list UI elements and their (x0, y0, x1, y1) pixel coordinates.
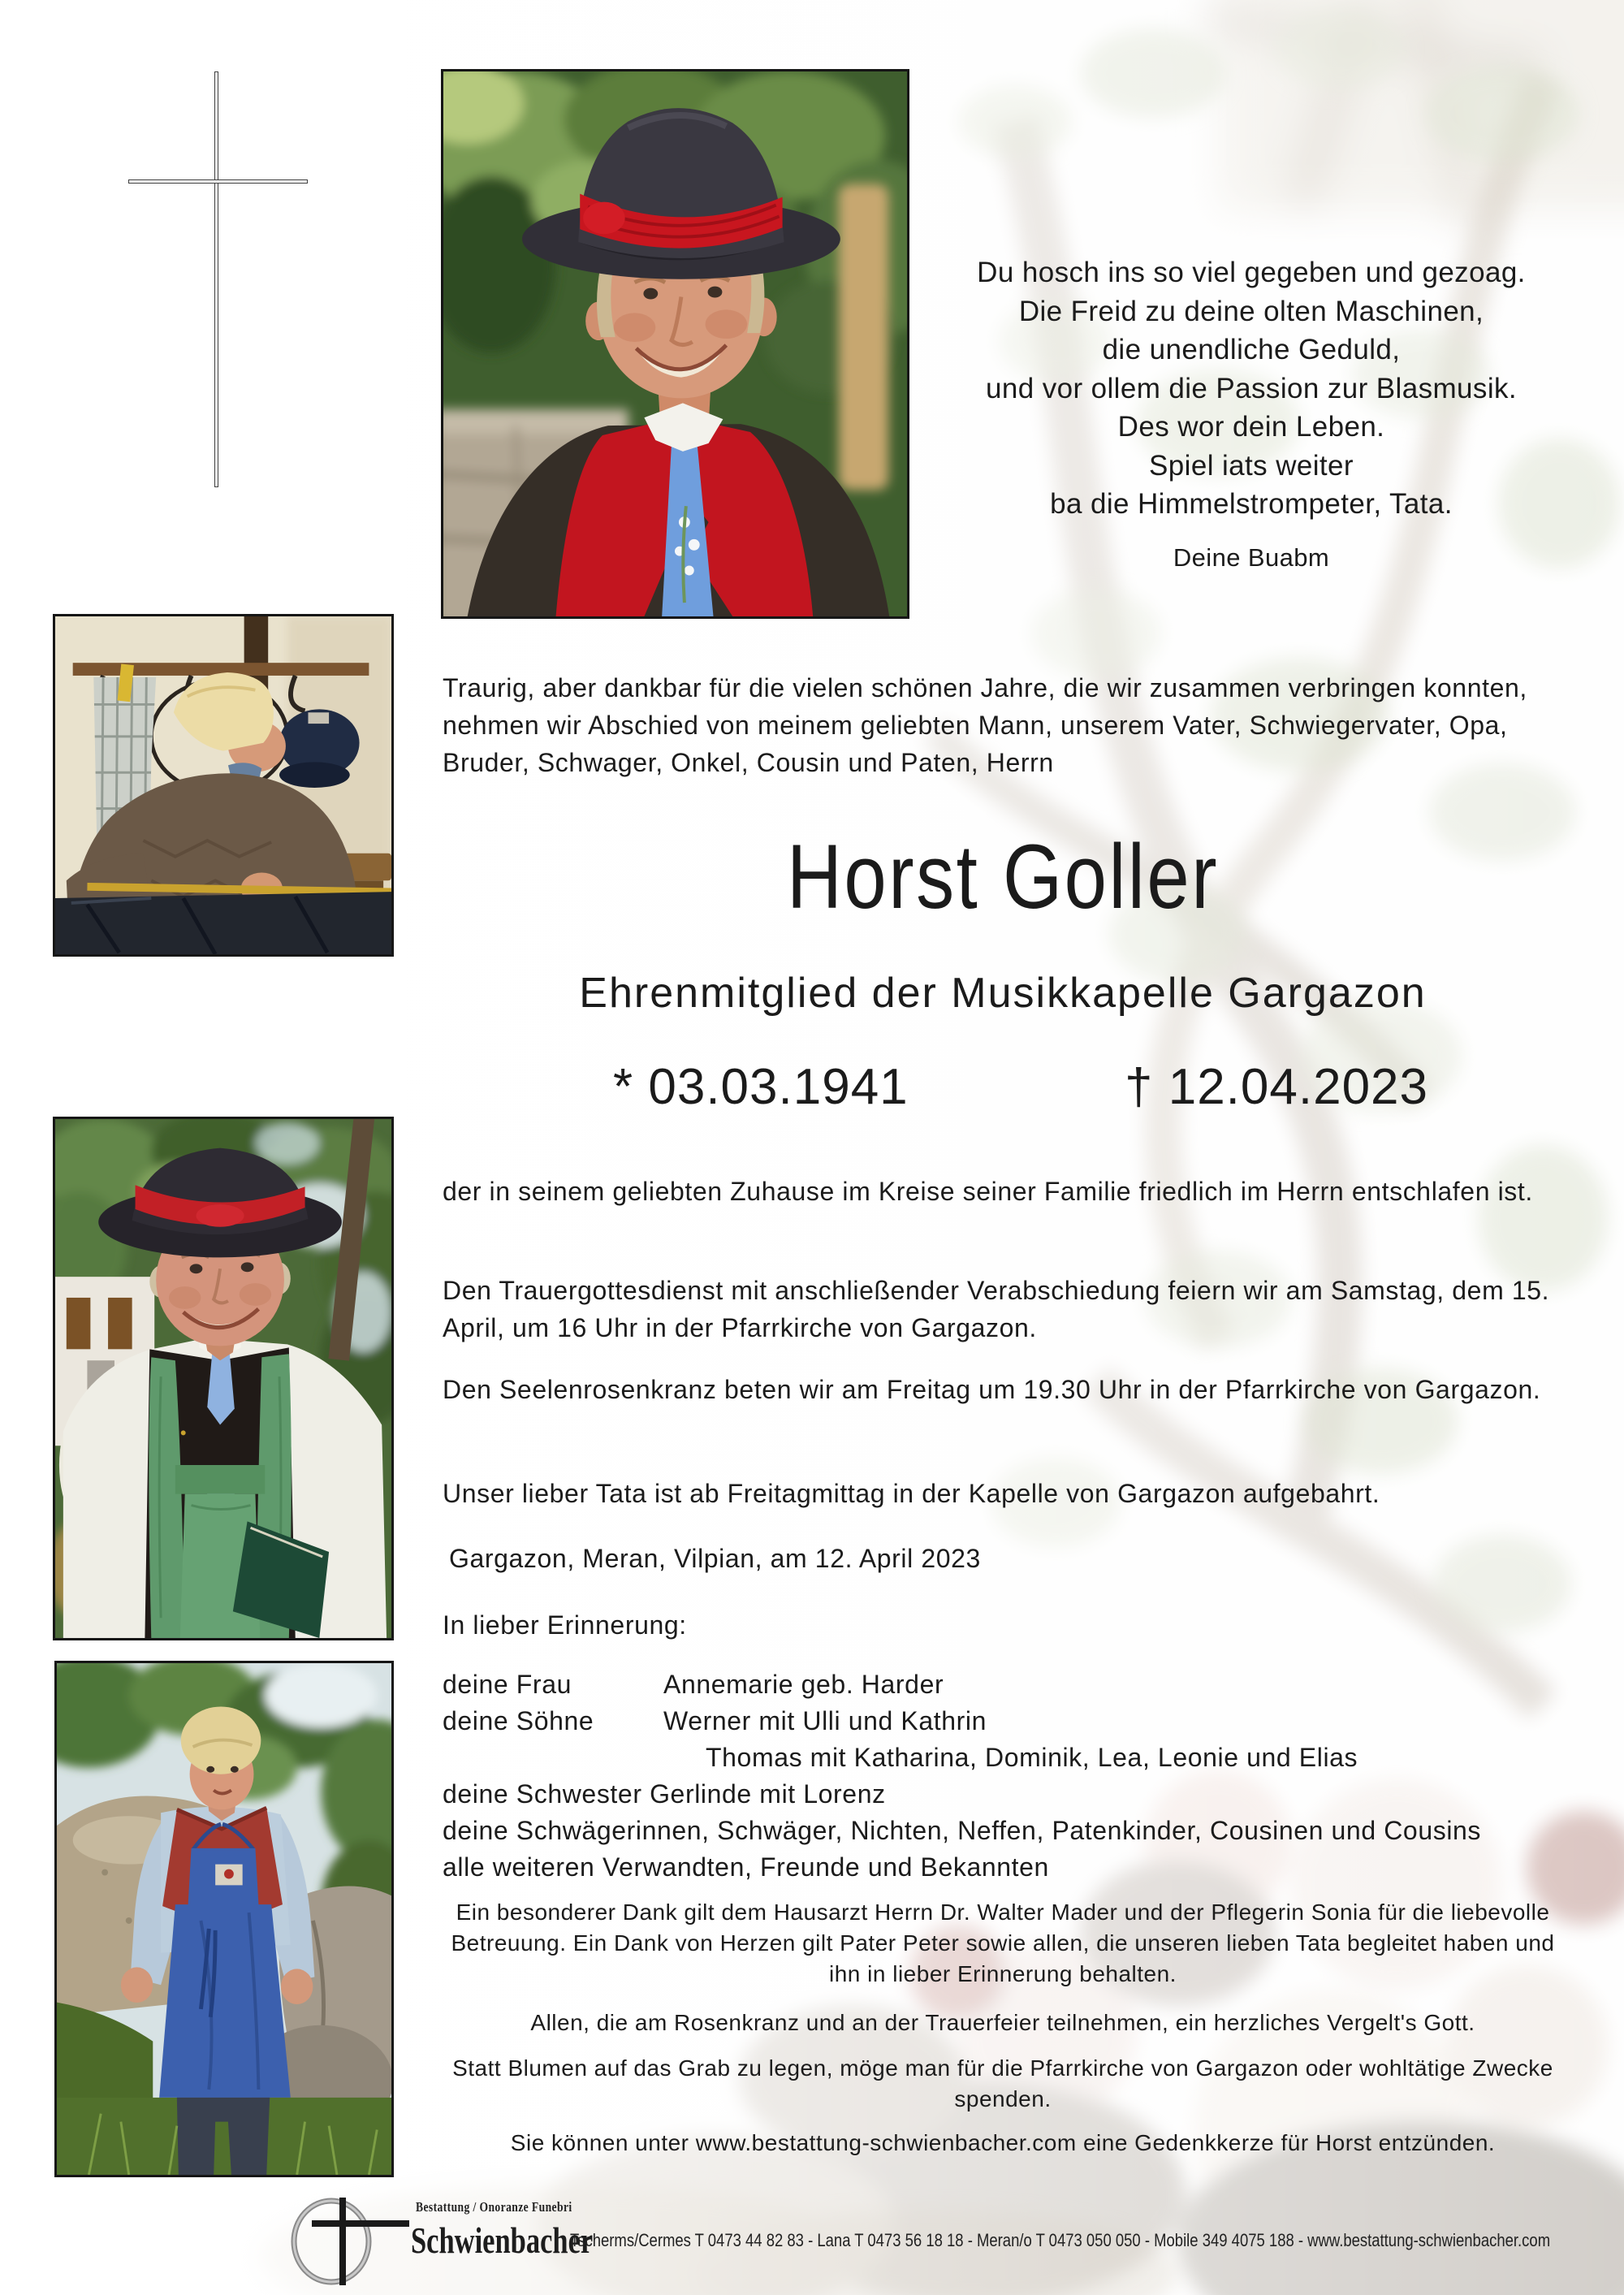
family-row (443, 1740, 1563, 1776)
family-relation: deine Frau (443, 1670, 572, 1699)
place-date-line: Gargazon, Meran, Vilpian, am 12. April 2023 (449, 1544, 981, 1573)
paragraph-passing: der in seinem geliebten Zuhause im Kreise seiner Familie friedlich im Herrn entschlafen ist. (443, 1177, 1533, 1206)
poem-line: Spiel iats weiter (1149, 449, 1354, 482)
birth-date: * 03.03.1941 (613, 1059, 909, 1115)
remembrance-heading: In lieber Erinnerung: (443, 1610, 687, 1640)
funeral-home-name: Schwienbacher (411, 2219, 594, 2261)
intro-paragraph: Traurig, aber dankbar für die vielen schönen Jahre, die wir zusammen verbringen konnten, nehmen wir Abschied von meinem geliebten Mann, unserem Vater, Schwiegervater, Opa, Bruder, Schwager, Onkel, Cousin und Paten, Herrn (443, 673, 1527, 777)
life-dates (443, 1059, 1563, 1134)
cross-horizontal-line (128, 179, 308, 184)
family-row (443, 1849, 1563, 1886)
family-names: Werner mit Ulli und Kathrin (663, 1706, 987, 1735)
honor-title: Ehrenmitglied der Musikkapelle Gargazon (579, 970, 1427, 1017)
photo-blue-apron (54, 1661, 394, 2177)
thanks-rosary-line: Allen, die am Rosenkranz und an der Trauerfeier teilnehmen, ein herzliches Vergelt's Gott. (530, 2010, 1475, 2035)
photo-tracht-apron (53, 1117, 394, 1640)
family-names: alle weiteren Verwandten, Freunde und Bekannten (443, 1852, 1049, 1882)
paragraph-funeral-service: Den Trauergottesdienst mit anschließender Verabschiedung feiern wir am Samstag, dem 15. April, um 16 Uhr in der Pfarrkirche von Gargazon. (443, 1276, 1550, 1342)
cross-vertical-line (214, 71, 218, 487)
funeral-home-contact-line: Tscherms/Cermes T 0473 44 82 83 - Lana T 0473 56 18 18 - Meran/o T 0473 050 050 - Mobile 349 4075 188 - www.bestattung-schwienbacher.com (570, 2230, 1551, 2250)
poem-line: ba die Himmelstrompeter, Tata. (1050, 488, 1453, 520)
family-names: Annemarie geb. Harder (663, 1670, 944, 1699)
family-row (443, 1776, 1563, 1813)
family-row (443, 1703, 1563, 1740)
family-names: deine Schwägerinnen, Schwäger, Nichten, Neffen, Patenkinder, Cousinen und Cousins (443, 1816, 1482, 1845)
memorial-candle-note: Sie können unter www.bestattung-schwienbacher.com eine Gedenkkerze für Horst entzünden. (510, 2130, 1496, 2155)
poem-signature: Deine Buabm (1173, 542, 1330, 572)
paragraph-rosary: Den Seelenrosenkranz beten wir am Freitag um 19.30 Uhr in der Pfarrkirche von Gargazon. (443, 1375, 1541, 1404)
poem-line: Des wor dein Leben. (1117, 411, 1385, 443)
donation-request: Statt Blumen auf das Grab zu legen, möge man für die Pfarrkirche von Gargazon oder wohltätige Zwecke spenden. (452, 2055, 1553, 2111)
family-row (443, 1666, 1563, 1703)
funeral-home-tagline: Bestattung / Onoranze Funebri (416, 2199, 572, 2215)
family-list (443, 1666, 1563, 1886)
poem-line: und vor ollem die Passion zur Blasmusik. (985, 372, 1518, 404)
family-names: Thomas mit Katharina, Dominik, Lea, Leonie und Elias (706, 1743, 1358, 1772)
photo-at-work (53, 614, 394, 957)
poem-line: Du hosch ins so viel gegeben und gezoag. (977, 257, 1526, 288)
poem-line: Die Freid zu deine olten Maschinen, (1018, 295, 1484, 327)
photo-portrait-tracht (441, 69, 909, 619)
family-relation: deine Söhne (443, 1706, 594, 1735)
family-names: deine Schwester Gerlinde mit Lorenz (443, 1779, 886, 1809)
thanks-paragraph: Ein besonderer Dank gilt dem Hausarzt Herrn Dr. Walter Mader und der Pflegerin Sonia für die liebevolle Betreuung. Ein Dank von Herzen gilt Pater Peter sowie allen, die unseren lieben Tata begleitet haben und ihn in lieber Erinnerung behalten. (451, 1900, 1555, 1986)
death-date: † 12.04.2023 (1125, 1059, 1429, 1115)
family-row (443, 1813, 1563, 1849)
family-relation (443, 1740, 663, 1776)
poem (926, 253, 1576, 577)
deceased-name: Horst Goller (786, 826, 1220, 927)
poem-line: die unendliche Geduld, (1102, 334, 1401, 365)
paragraph-laid-out: Unser lieber Tata ist ab Freitagmittag in der Kapelle von Gargazon aufgebahrt. (443, 1479, 1380, 1508)
